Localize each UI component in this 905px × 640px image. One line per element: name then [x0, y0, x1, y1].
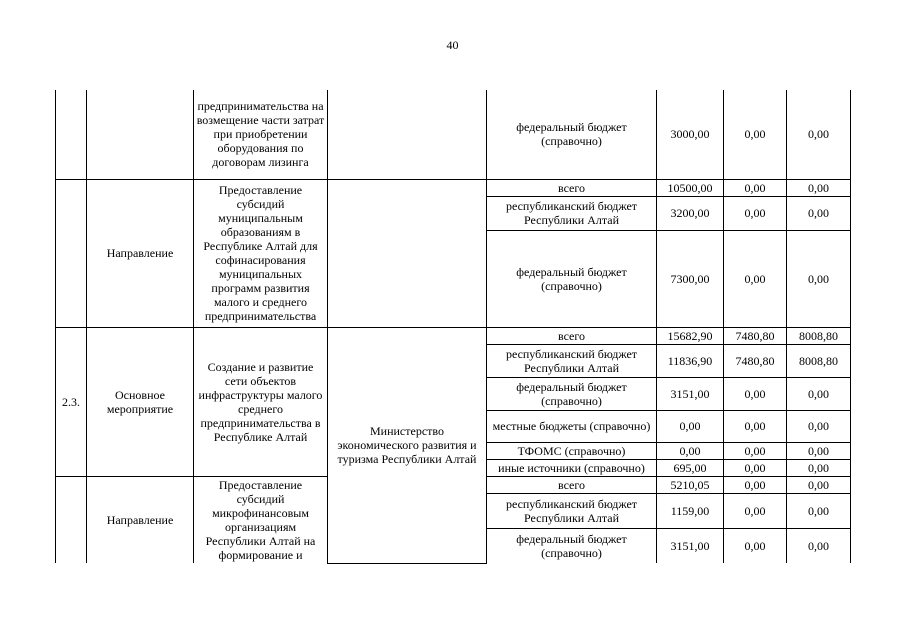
- amount-cell: 0,00: [724, 377, 787, 410]
- executor-cell: [328, 179, 487, 327]
- row-number-cell: [56, 179, 87, 327]
- amount-cell: 0,00: [787, 410, 851, 442]
- amount-cell: 3000,00: [657, 90, 724, 179]
- funding-source: местные бюджеты (справочно): [487, 410, 657, 442]
- amount-cell: 3151,00: [657, 377, 724, 410]
- amount-cell: 0,00: [787, 459, 851, 476]
- page-number: 40: [446, 38, 459, 52]
- amount-cell: 8008,80: [787, 344, 851, 377]
- executor-cell: Министерство экономического развития и туризма Республики Алтай: [328, 327, 487, 563]
- amount-cell: 0,00: [724, 230, 787, 327]
- activity-description: Предоставление субсидий микрофинансовым организациям Республики Алтай на формирование и: [194, 476, 328, 563]
- amount-cell: 695,00: [657, 459, 724, 476]
- funding-source: ТФОМС (справочно): [487, 442, 657, 459]
- amount-cell: 0,00: [787, 230, 851, 327]
- funding-source: всего: [487, 476, 657, 493]
- amount-cell: 0,00: [724, 493, 787, 528]
- amount-cell: 8008,80: [787, 327, 851, 344]
- amount-cell: 7300,00: [657, 230, 724, 327]
- amount-cell: 0,00: [657, 410, 724, 442]
- amount-cell: 0,00: [787, 528, 851, 563]
- executor-cell: [328, 90, 487, 179]
- amount-cell: 0,00: [724, 476, 787, 493]
- row-type-cell: [87, 90, 194, 179]
- amount-cell: 0,00: [787, 476, 851, 493]
- amount-cell: 7480,80: [724, 327, 787, 344]
- amount-cell: 0,00: [724, 459, 787, 476]
- funding-source: республиканский бюджет Республики Алтай: [487, 493, 657, 528]
- budget-table: [55, 90, 851, 564]
- activity-description: Предоставление субсидий муниципальным образованиям в Республике Алтай для софинасирования муниципальных программ развития малого и среднего предпринимательства: [194, 179, 328, 327]
- amount-cell: 0,00: [724, 196, 787, 230]
- row-number-cell: [56, 90, 87, 179]
- amount-cell: 0,00: [724, 442, 787, 459]
- activity-description: предпринимательства на возмещение части затрат при приобретении оборудования по договорам лизинга: [194, 90, 328, 179]
- row-type-cell: Направление: [87, 179, 194, 327]
- amount-cell: 7480,80: [724, 344, 787, 377]
- row-number-cell: 2.3.: [56, 327, 87, 476]
- row-type-cell: Направление: [87, 476, 194, 563]
- amount-cell: 0,00: [787, 196, 851, 230]
- activity-description: Создание и развитие сети объектов инфраструктуры малого среднего предпринимательства в Республике Алтай: [194, 327, 328, 476]
- amount-cell: 11836,90: [657, 344, 724, 377]
- amount-cell: 0,00: [724, 410, 787, 442]
- amount-cell: 0,00: [787, 442, 851, 459]
- funding-source: всего: [487, 179, 657, 196]
- row-number-cell: [56, 476, 87, 563]
- funding-source: федеральный бюджет (справочно): [487, 90, 657, 179]
- amount-cell: 0,00: [787, 377, 851, 410]
- amount-cell: 10500,00: [657, 179, 724, 196]
- amount-cell: 1159,00: [657, 493, 724, 528]
- amount-cell: 0,00: [724, 528, 787, 563]
- amount-cell: 3200,00: [657, 196, 724, 230]
- amount-cell: 0,00: [724, 179, 787, 196]
- row-type-cell: Основное мероприятие: [87, 327, 194, 476]
- funding-source: федеральный бюджет (справочно): [487, 377, 657, 410]
- amount-cell: 0,00: [787, 493, 851, 528]
- funding-source: иные источники (справочно): [487, 459, 657, 476]
- funding-source: всего: [487, 327, 657, 344]
- funding-source: федеральный бюджет (справочно): [487, 230, 657, 327]
- amount-cell: 0,00: [724, 90, 787, 179]
- amount-cell: 15682,90: [657, 327, 724, 344]
- funding-source: республиканский бюджет Республики Алтай: [487, 344, 657, 377]
- funding-source: федеральный бюджет (справочно): [487, 528, 657, 563]
- table-row: [56, 327, 851, 344]
- amount-cell: 0,00: [787, 179, 851, 196]
- table-row: [56, 90, 851, 179]
- table-row: [56, 179, 851, 196]
- funding-source: республиканский бюджет Республики Алтай: [487, 196, 657, 230]
- amount-cell: 0,00: [657, 442, 724, 459]
- amount-cell: 0,00: [787, 90, 851, 179]
- amount-cell: 3151,00: [657, 528, 724, 563]
- amount-cell: 5210,05: [657, 476, 724, 493]
